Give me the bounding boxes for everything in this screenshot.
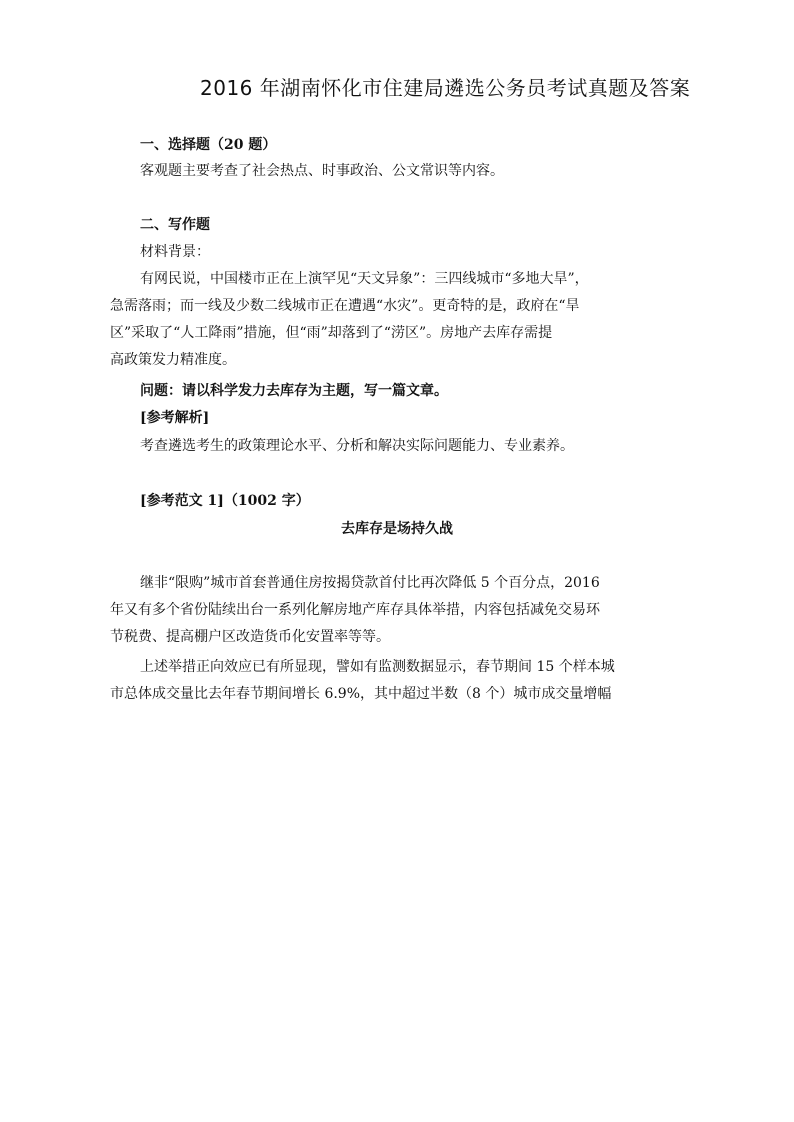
document-title: 2016 年湖南怀化市住建局遴选公务员考试真题及答案	[200, 76, 691, 100]
material-label: 材料背景：	[140, 244, 210, 260]
analysis-label: [参考解析]	[140, 410, 210, 426]
essay-line: 上述举措正向效应已有所显现，譬如有监测数据显示，春节期间 15 个样本城	[140, 659, 615, 675]
section1-text: 客观题主要考查了社会热点、时事政治、公文常识等内容。	[140, 163, 504, 179]
essay-line: 年又有多个省份陆续出台一系列化解房地产库存具体举措，内容包括减免交易环	[110, 602, 600, 618]
material-line: 区”采取了“人工降雨”措施，但“雨”却落到了“涝区”。房地产去库存需提	[110, 325, 553, 341]
essay-title: 去库存是场持久战	[341, 521, 453, 537]
essay-line: 市总体成交量比去年春节期间增长 6.9%，其中超过半数（8 个）城市成交量增幅	[110, 686, 612, 702]
question-text: 问题：请以科学发力去库存为主题，写一篇文章。	[140, 383, 448, 399]
essay-line: 节税费、提高棚户区改造货币化安置率等等。	[110, 629, 390, 645]
material-line: 有网民说，中国楼市正在上演罕见“天文异象”：三四线城市“多地大旱”，	[140, 271, 589, 287]
sample-label: [参考范文 1]（1002 字）	[140, 493, 310, 509]
essay-line: 继非“限购”城市首套普通住房按揭贷款首付比再次降低 5 个百分点，2016	[140, 575, 600, 591]
material-line: 高政策发力精准度。	[110, 352, 236, 368]
analysis-text: 考查遴选考生的政策理论水平、分析和解决实际问题能力、专业素养。	[140, 438, 574, 454]
section2-heading: 二、写作题	[140, 217, 210, 233]
material-line: 急需落雨；而一线及少数二线城市正在遭遇“水灾”。更奇特的是，政府在“旱	[110, 298, 580, 314]
section1-heading: 一、选择题（20 题）	[140, 137, 277, 153]
